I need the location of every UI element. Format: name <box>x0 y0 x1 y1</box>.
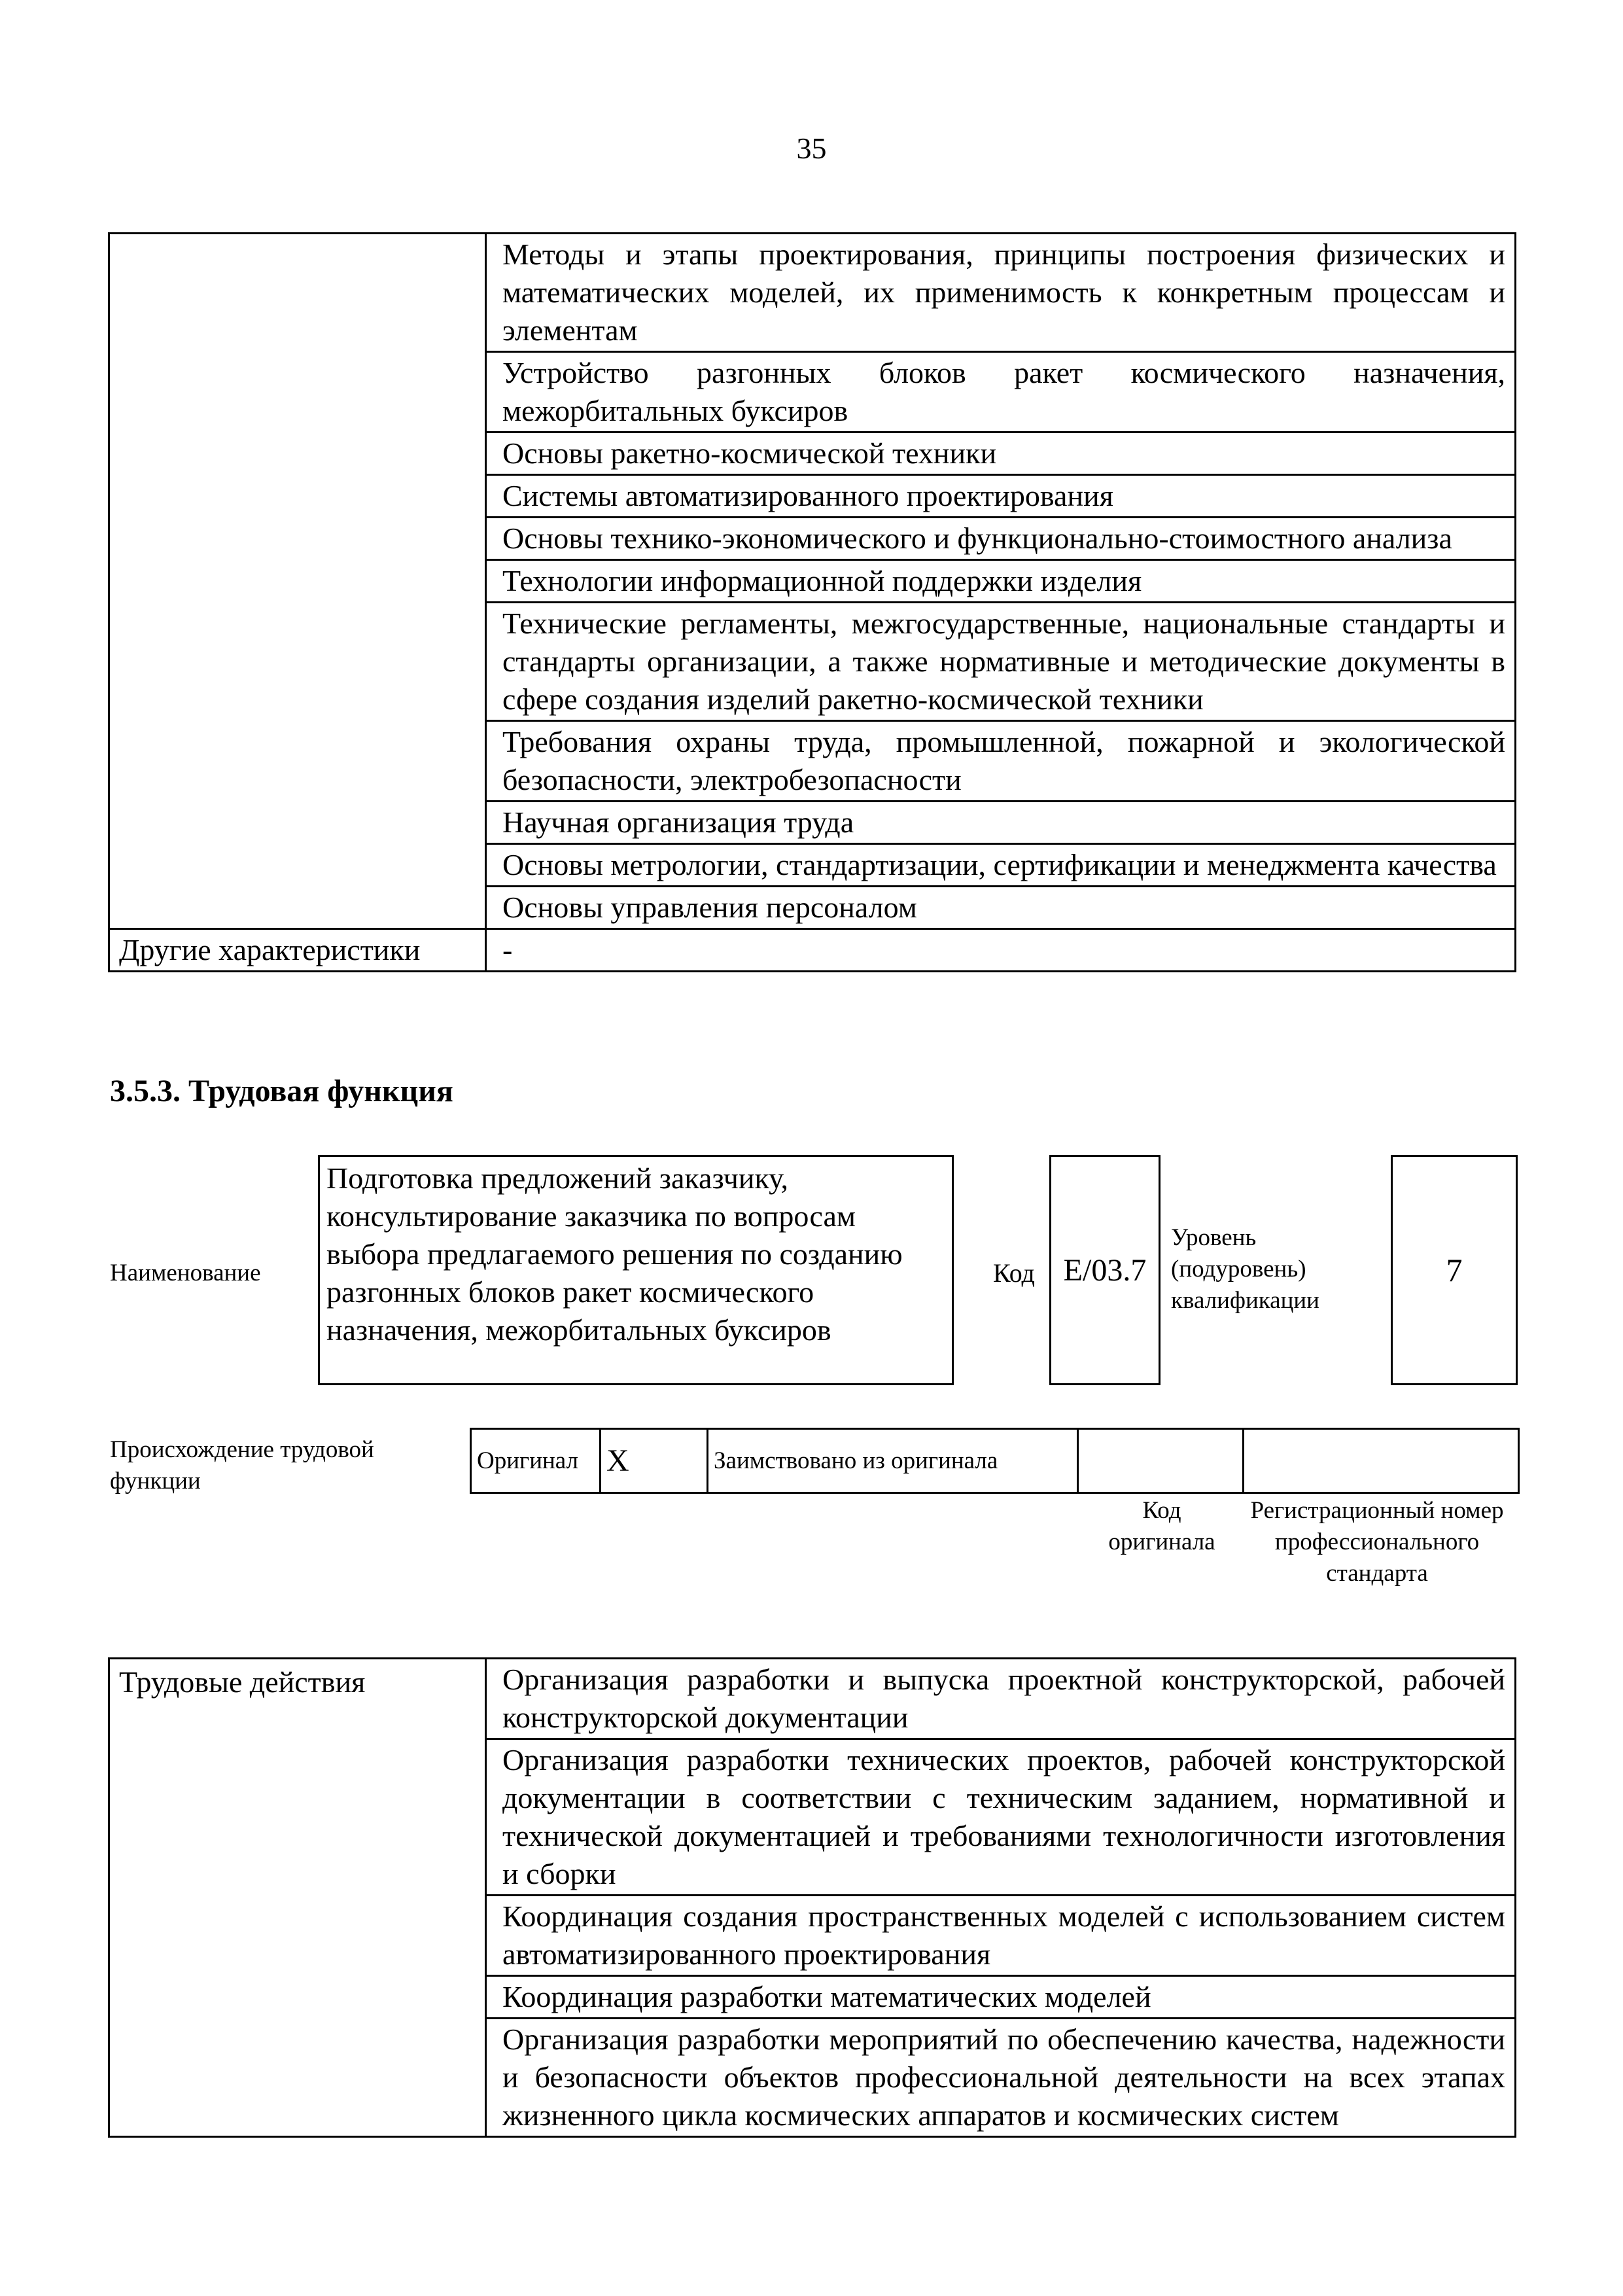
actions-table <box>108 1657 1516 2138</box>
table-cell: Основы метрологии, стандартизации, сертификации и менеджмента качества <box>486 844 1516 887</box>
page-number: 35 <box>796 132 827 165</box>
table-cell: Основы ракетно-космической техники <box>486 433 1516 475</box>
origin-table <box>470 1428 1520 1494</box>
table-cell: Требования охраны труда, промышленной, пожарной и экологической безопасности, электробезопасности <box>486 721 1516 802</box>
table-cell: Координация разработки математических моделей <box>486 1976 1516 2019</box>
caption-original-code: Код оригинала <box>1108 1497 1215 1555</box>
name-label: Наименование <box>110 1260 261 1286</box>
table-cell: Организация разработки мероприятий по обеспечению качества, надежности и безопасности объектов профессиональной деятельности на всех этапах жизненного цикла космических аппаратов и космических систем <box>486 2019 1516 2137</box>
table-row <box>109 929 1516 972</box>
knowledge-table <box>108 232 1516 972</box>
table-cell: Устройство разгонных блоков ракет космического назначения, межорбитальных буксиров <box>486 352 1516 433</box>
table-cell: Организация разработки технических проектов, рабочей конструкторской документации в соответствии с техническим заданием, нормативной и технической документацией и требованиями технологичности изготовления и сборки <box>486 1739 1516 1896</box>
table-row <box>109 234 1516 352</box>
section-heading: 3.5.3. Трудовая функция <box>110 1074 453 1108</box>
table-cell: Системы автоматизированного проектирования <box>486 475 1516 518</box>
function-name-box <box>318 1155 954 1385</box>
original-mark-cell: X <box>601 1429 708 1493</box>
caption-reg-number: Регистрационный номер профессионального стандарта <box>1250 1497 1504 1587</box>
table-cell: Основы технико-экономического и функционально-стоимостного анализа <box>486 518 1516 560</box>
table-row <box>109 1659 1516 1739</box>
code-value: E/03.7 <box>1063 1252 1147 1288</box>
table-cell: Методы и этапы проектирования, принципы построения физических и математических моделей, их применимость к конкретным процессам и элементам <box>486 234 1516 352</box>
actions-label-cell: Трудовые действия <box>109 1659 486 2137</box>
level-box <box>1391 1155 1518 1385</box>
table-cell: Технические регламенты, межгосударственные, национальные стандарты и стандарты организации, а также нормативные и методические документы в сфере создания изделий ракетно-космической техники <box>486 603 1516 721</box>
function-name-text: Подготовка предложений заказчику, консультирование заказчика по вопросам выбора предлагаемого решения по созданию разгонных блоков ракет космического назначения, межорбитальных буксиров <box>326 1161 903 1347</box>
other-characteristics-value: - <box>486 929 1516 972</box>
borrowed-label-cell: Заимствовано из оригинала <box>708 1429 1078 1493</box>
table-cell: Организация разработки и выпуска проектной конструкторской, рабочей конструкторской документации <box>486 1659 1516 1739</box>
knowledge-left-cell <box>109 234 486 929</box>
reg-number-cell <box>1244 1429 1519 1493</box>
code-label: Код <box>993 1258 1035 1288</box>
table-cell: Координация создания пространственных моделей с использованием систем автоматизированного проектирования <box>486 1896 1516 1976</box>
other-characteristics-label: Другие характеристики <box>109 929 486 972</box>
level-label: Уровень (подуровень) квалификации <box>1171 1224 1319 1314</box>
level-value: 7 <box>1446 1252 1463 1288</box>
table-cell: Технологии информационной поддержки изделия <box>486 560 1516 603</box>
code-box <box>1049 1155 1161 1385</box>
table-cell: Научная организация труда <box>486 802 1516 844</box>
original-label-cell: Оригинал <box>471 1429 601 1493</box>
table-cell: Основы управления персоналом <box>486 887 1516 929</box>
origin-label: Происхождение трудовой функции <box>110 1436 374 1494</box>
original-code-cell <box>1078 1429 1244 1493</box>
